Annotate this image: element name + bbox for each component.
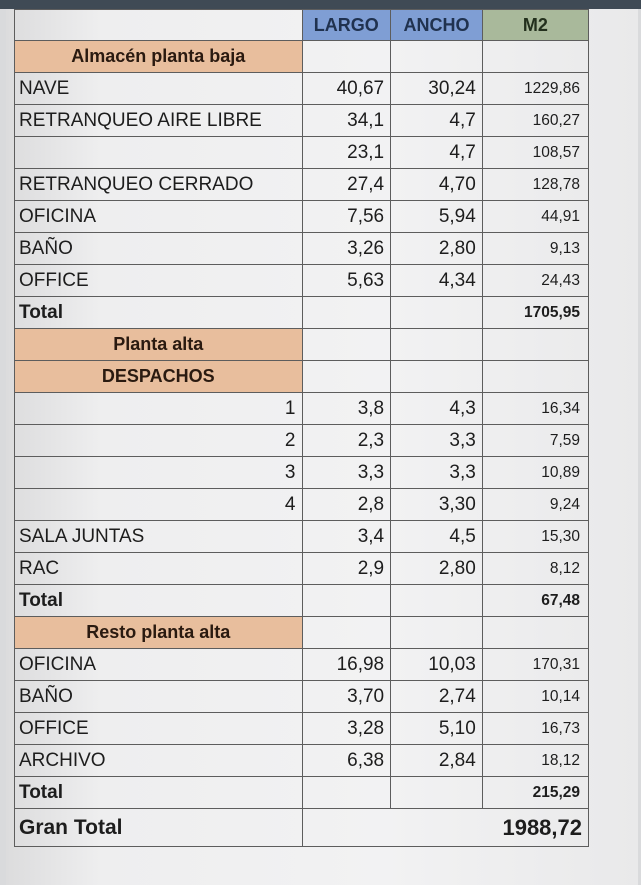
m2-value[interactable]: 10,89 [482, 457, 588, 489]
table-row [15, 681, 589, 713]
table-row [15, 649, 589, 681]
empty-cell[interactable] [482, 329, 588, 361]
ancho-value[interactable]: 4,3 [391, 393, 483, 425]
ancho-value[interactable]: 2,74 [391, 681, 483, 713]
total-label[interactable]: Total [15, 777, 303, 809]
row-label[interactable]: BAÑO [15, 233, 303, 265]
ancho-value[interactable]: 3,3 [391, 457, 483, 489]
m2-value[interactable]: 16,73 [482, 713, 588, 745]
largo-value[interactable]: 16,98 [302, 649, 391, 681]
m2-value[interactable]: 7,59 [482, 425, 588, 457]
table-row [15, 425, 589, 457]
m2-value[interactable]: 8,12 [482, 553, 588, 585]
largo-value[interactable]: 2,3 [302, 425, 391, 457]
empty-cell[interactable] [302, 297, 391, 329]
total-label[interactable]: Total [15, 585, 303, 617]
section-title-almacen[interactable]: Almacén planta baja [15, 41, 303, 73]
table-row [15, 553, 589, 585]
ancho-value[interactable]: 4,70 [391, 169, 483, 201]
ancho-value[interactable]: 4,5 [391, 521, 483, 553]
row-label[interactable]: SALA JUNTAS [15, 521, 303, 553]
empty-cell[interactable] [391, 777, 483, 809]
m2-value[interactable]: 170,31 [482, 649, 588, 681]
empty-cell[interactable] [302, 585, 391, 617]
row-label[interactable]: 1 [15, 393, 303, 425]
total-row [15, 777, 589, 809]
row-label[interactable]: 4 [15, 489, 303, 521]
total-value-almacen[interactable]: 1705,95 [482, 297, 588, 329]
total-label[interactable]: Total [15, 297, 303, 329]
table-row [15, 137, 589, 169]
m2-value[interactable]: 24,43 [482, 265, 588, 297]
ancho-value[interactable]: 5,10 [391, 713, 483, 745]
section-title-row [15, 617, 589, 649]
largo-value[interactable]: 3,8 [302, 393, 391, 425]
largo-value[interactable]: 23,1 [302, 137, 391, 169]
row-label[interactable]: RETRANQUEO CERRADO [15, 169, 303, 201]
row-label[interactable]: OFFICE [15, 713, 303, 745]
row-label[interactable]: NAVE [15, 73, 303, 105]
empty-cell[interactable] [302, 329, 391, 361]
ancho-value[interactable]: 4,34 [391, 265, 483, 297]
largo-value[interactable]: 3,3 [302, 457, 391, 489]
empty-cell[interactable] [391, 617, 483, 649]
section-title-row [15, 41, 589, 73]
largo-value[interactable]: 34,1 [302, 105, 391, 137]
m2-value[interactable]: 128,78 [482, 169, 588, 201]
table-row [15, 105, 589, 137]
section-title-row [15, 329, 589, 361]
row-label[interactable]: 2 [15, 425, 303, 457]
row-label[interactable]: OFFICE [15, 265, 303, 297]
total-value-resto[interactable]: 215,29 [482, 777, 588, 809]
table-row [15, 73, 589, 105]
m2-value[interactable]: 18,12 [482, 745, 588, 777]
header-blank-cell[interactable] [15, 10, 303, 41]
table-row [15, 745, 589, 777]
row-label[interactable]: ARCHIVO [15, 745, 303, 777]
empty-cell[interactable] [302, 617, 391, 649]
section-title-resto[interactable]: Resto planta alta [15, 617, 303, 649]
header-m2[interactable]: M2 [482, 10, 588, 41]
header-ancho[interactable]: ANCHO [391, 10, 483, 41]
table-row [15, 393, 589, 425]
m2-value[interactable]: 16,34 [482, 393, 588, 425]
row-label[interactable]: OFICINA [15, 201, 303, 233]
ancho-value[interactable]: 5,94 [391, 201, 483, 233]
ancho-value[interactable]: 2,84 [391, 745, 483, 777]
header-largo[interactable]: LARGO [302, 10, 391, 41]
table-row [15, 201, 589, 233]
row-label[interactable]: RETRANQUEO AIRE LIBRE [15, 105, 303, 137]
total-row [15, 297, 589, 329]
total-value-planta-alta[interactable]: 67,48 [482, 585, 588, 617]
section-subtitle-despachos[interactable]: DESPACHOS [15, 361, 303, 393]
spreadsheet [6, 9, 638, 885]
row-label[interactable] [15, 137, 303, 169]
table-row [15, 233, 589, 265]
table-row [15, 521, 589, 553]
ancho-value[interactable]: 3,30 [391, 489, 483, 521]
header-row [15, 10, 589, 41]
largo-value[interactable]: 40,67 [302, 73, 391, 105]
m2-value[interactable]: 108,57 [482, 137, 588, 169]
ancho-value[interactable]: 4,7 [391, 105, 483, 137]
m2-value[interactable]: 44,91 [482, 201, 588, 233]
empty-cell[interactable] [482, 617, 588, 649]
section-subtitle-row [15, 361, 589, 393]
largo-value[interactable]: 3,70 [302, 681, 391, 713]
table-row [15, 713, 589, 745]
largo-value[interactable]: 7,56 [302, 201, 391, 233]
empty-cell[interactable] [391, 361, 483, 393]
largo-value[interactable]: 3,28 [302, 713, 391, 745]
total-row [15, 585, 589, 617]
grand-total-label[interactable]: Gran Total [15, 809, 303, 847]
largo-value[interactable]: 2,8 [302, 489, 391, 521]
ancho-value[interactable]: 2,80 [391, 233, 483, 265]
empty-cell[interactable] [302, 361, 391, 393]
empty-cell[interactable] [482, 41, 588, 73]
grand-total-row [15, 809, 589, 847]
empty-cell[interactable] [302, 777, 391, 809]
largo-value[interactable]: 3,26 [302, 233, 391, 265]
table-row [15, 169, 589, 201]
grand-total-value[interactable]: 1988,72 [302, 809, 589, 847]
row-label[interactable]: BAÑO [15, 681, 303, 713]
ancho-value[interactable]: 10,03 [391, 649, 483, 681]
ancho-value[interactable]: 4,7 [391, 137, 483, 169]
m2-value[interactable]: 160,27 [482, 105, 588, 137]
largo-value[interactable]: 27,4 [302, 169, 391, 201]
area-table [14, 9, 589, 847]
largo-value[interactable]: 3,4 [302, 521, 391, 553]
m2-value[interactable]: 9,13 [482, 233, 588, 265]
ancho-value[interactable]: 30,24 [391, 73, 483, 105]
row-label[interactable]: RAC [15, 553, 303, 585]
empty-cell[interactable] [391, 41, 483, 73]
m2-value[interactable]: 10,14 [482, 681, 588, 713]
ancho-value[interactable]: 2,80 [391, 553, 483, 585]
empty-cell[interactable] [391, 329, 483, 361]
empty-cell[interactable] [482, 361, 588, 393]
m2-value[interactable]: 15,30 [482, 521, 588, 553]
empty-cell[interactable] [391, 585, 483, 617]
table-row [15, 265, 589, 297]
section-title-planta-alta[interactable]: Planta alta [15, 329, 303, 361]
row-label[interactable]: 3 [15, 457, 303, 489]
largo-value[interactable]: 2,9 [302, 553, 391, 585]
table-row [15, 489, 589, 521]
m2-value[interactable]: 9,24 [482, 489, 588, 521]
top-bar [0, 0, 641, 9]
empty-cell[interactable] [391, 297, 483, 329]
m2-value[interactable]: 1229,86 [482, 73, 588, 105]
empty-cell[interactable] [302, 41, 391, 73]
ancho-value[interactable]: 3,3 [391, 425, 483, 457]
row-label[interactable]: OFICINA [15, 649, 303, 681]
largo-value[interactable]: 5,63 [302, 265, 391, 297]
table-row [15, 457, 589, 489]
largo-value[interactable]: 6,38 [302, 745, 391, 777]
